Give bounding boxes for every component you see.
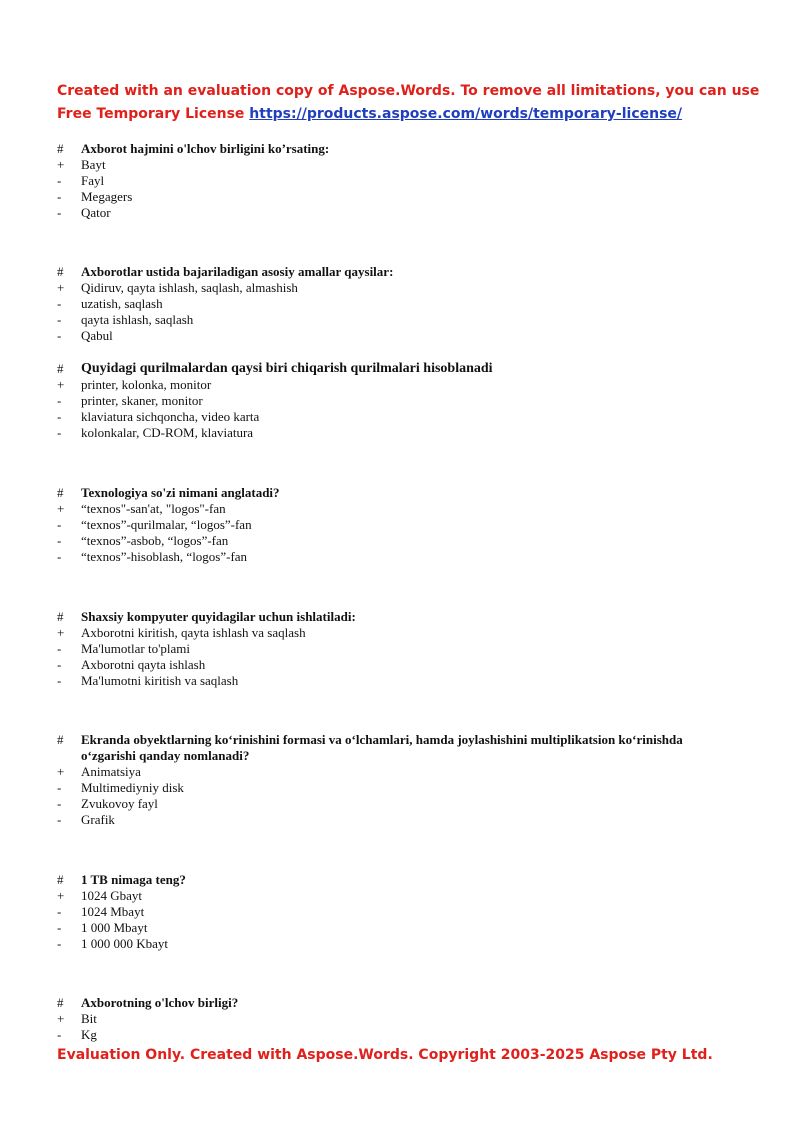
question-marker: #: [57, 609, 64, 624]
answer-option: [57, 936, 697, 952]
question-marker: #: [57, 732, 64, 747]
option-text: Ma'lumotlar to'plami: [81, 641, 191, 656]
question-text: 1 TB nimaga teng?: [81, 872, 186, 887]
answer-option: [57, 764, 697, 780]
question-marker: #: [57, 485, 64, 500]
answer-option: [57, 312, 697, 328]
answer-option: [57, 920, 697, 936]
option-marker: -: [57, 904, 62, 919]
option-text: kolonkalar, CD-ROM, klaviatura: [81, 425, 254, 440]
answer-option: [57, 533, 697, 549]
option-text: Qidiruv, qayta ishlash, saqlash, almashish: [81, 280, 298, 295]
answer-option: [57, 377, 697, 393]
option-text: “texnos”-asbob, “logos”-fan: [81, 533, 229, 548]
question-text: Axborotning o'lchov birligi?: [81, 995, 239, 1010]
option-text: Multimediyniy disk: [81, 780, 184, 795]
answer-option: [57, 328, 697, 344]
option-text: Qator: [81, 205, 111, 220]
answer-option: [57, 205, 697, 221]
answer-option: [57, 796, 697, 812]
evaluation-banner-line2: [57, 106, 682, 122]
option-text: 1 000 000 Kbayt: [81, 936, 169, 951]
option-text: 1 000 Mbayt: [81, 920, 148, 935]
option-marker: -: [57, 425, 62, 440]
question-block: [57, 995, 697, 1043]
option-text: Qabul: [81, 328, 113, 343]
option-marker: -: [57, 673, 62, 688]
option-marker: -: [57, 205, 62, 220]
answer-option: [57, 641, 697, 657]
question-text: Axborot hajmini o'lchov birligini ko’rsating:: [81, 141, 330, 156]
answer-option: [57, 409, 697, 425]
answer-option: [57, 393, 697, 409]
option-text: “texnos”-qurilmalar, “logos”-fan: [81, 517, 252, 532]
option-marker: -: [57, 812, 62, 827]
question-marker: #: [57, 264, 64, 279]
option-text: Kg: [81, 1027, 97, 1042]
evaluation-banner-line1: Created with an evaluation copy of Aspose.Words. To remove all limitations, you can use: [57, 83, 760, 99]
option-text: Ma'lumotni kiritish va saqlash: [81, 673, 239, 688]
option-marker: -: [57, 549, 62, 564]
option-text: Animatsiya: [81, 764, 141, 779]
answer-option: [57, 1027, 697, 1043]
option-marker: +: [57, 377, 65, 392]
option-text: Axborotni qayta ishlash: [81, 657, 206, 672]
option-marker: -: [57, 936, 62, 951]
answer-option: [57, 888, 697, 904]
question-block: [57, 732, 697, 828]
option-marker: +: [57, 764, 65, 779]
option-text: “texnos”-hisoblash, “logos”-fan: [81, 549, 248, 564]
question-text: Shaxsiy kompyuter quyidagilar uchun ishlatiladi:: [81, 609, 356, 624]
option-text: uzatish, saqlash: [81, 296, 163, 311]
answer-option: [57, 173, 697, 189]
answer-option: [57, 189, 697, 205]
option-text: Grafik: [81, 812, 115, 827]
option-text: Bayt: [81, 157, 106, 172]
option-marker: -: [57, 189, 62, 204]
answer-option: [57, 549, 697, 565]
answer-option: [57, 1011, 697, 1027]
option-text: Fayl: [81, 173, 105, 188]
answer-option: [57, 425, 697, 441]
question-block: [57, 609, 697, 689]
question-block: [57, 361, 697, 441]
question-block: [57, 141, 697, 221]
option-marker: -: [57, 920, 62, 935]
option-text: klaviatura sichqoncha, video karta: [81, 409, 260, 424]
question-marker: #: [57, 872, 64, 887]
option-marker: -: [57, 796, 62, 811]
answer-option: [57, 657, 697, 673]
option-text: Zvukovoy fayl: [81, 796, 158, 811]
answer-option: [57, 157, 697, 173]
option-text: Axborotni kiritish, qayta ishlash va saqlash: [81, 625, 306, 640]
question-text: Ekranda obyektlarning ko‘rinishini formasi va o‘lchamlari, hamda joylashishini multiplikatsion ko‘rinishda o‘zgarishi qanday nomlanadi?: [81, 732, 683, 763]
question-block: [57, 485, 697, 565]
option-text: 1024 Mbayt: [81, 904, 145, 919]
answer-option: [57, 296, 697, 312]
option-text: qayta ishlash, saqlash: [81, 312, 194, 327]
option-marker: +: [57, 157, 65, 172]
option-marker: +: [57, 888, 65, 903]
temporary-license-link[interactable]: https://products.aspose.com/words/temporary-license/: [249, 106, 683, 122]
option-marker: -: [57, 409, 62, 424]
answer-option: [57, 517, 697, 533]
question-text: Quyidagi qurilmalardan qaysi biri chiqarish qurilmalari hisoblanadi: [81, 361, 493, 376]
option-text: Bit: [81, 1011, 97, 1026]
answer-option: [57, 812, 697, 828]
option-text: Megagers: [81, 189, 133, 204]
question-marker: #: [57, 361, 64, 376]
question-block: [57, 264, 697, 344]
option-text: printer, skaner, monitor: [81, 393, 203, 408]
answer-option: [57, 780, 697, 796]
option-marker: -: [57, 780, 62, 795]
answer-option: [57, 501, 697, 517]
option-text: 1024 Gbayt: [81, 888, 143, 903]
answer-option: [57, 673, 697, 689]
answer-option: [57, 280, 697, 296]
question-marker: #: [57, 141, 64, 156]
banner-license-label: Free Temporary License: [57, 106, 245, 122]
option-marker: +: [57, 280, 65, 295]
question-text: Axborotlar ustida bajariladigan asosiy amallar qaysilar:: [81, 264, 394, 279]
question-marker: #: [57, 995, 64, 1010]
question-block: [57, 872, 697, 952]
option-marker: -: [57, 533, 62, 548]
option-marker: -: [57, 296, 62, 311]
option-marker: -: [57, 312, 62, 327]
option-marker: -: [57, 657, 62, 672]
option-marker: -: [57, 173, 62, 188]
option-marker: +: [57, 625, 65, 640]
option-marker: +: [57, 501, 65, 516]
evaluation-footer: Evaluation Only. Created with Aspose.Words. Copyright 2003-2025 Aspose Pty Ltd.: [57, 1047, 713, 1063]
option-text: printer, kolonka, monitor: [81, 377, 212, 392]
option-text: “texnos"-san'at, "logos"-fan: [81, 501, 226, 516]
question-text: Texnologiya so'zi nimani anglatadi?: [81, 485, 280, 500]
answer-option: [57, 904, 697, 920]
option-marker: -: [57, 328, 62, 343]
option-marker: -: [57, 393, 62, 408]
option-marker: -: [57, 641, 62, 656]
option-marker: -: [57, 517, 62, 532]
option-marker: +: [57, 1011, 65, 1026]
option-marker: -: [57, 1027, 62, 1042]
answer-option: [57, 625, 697, 641]
